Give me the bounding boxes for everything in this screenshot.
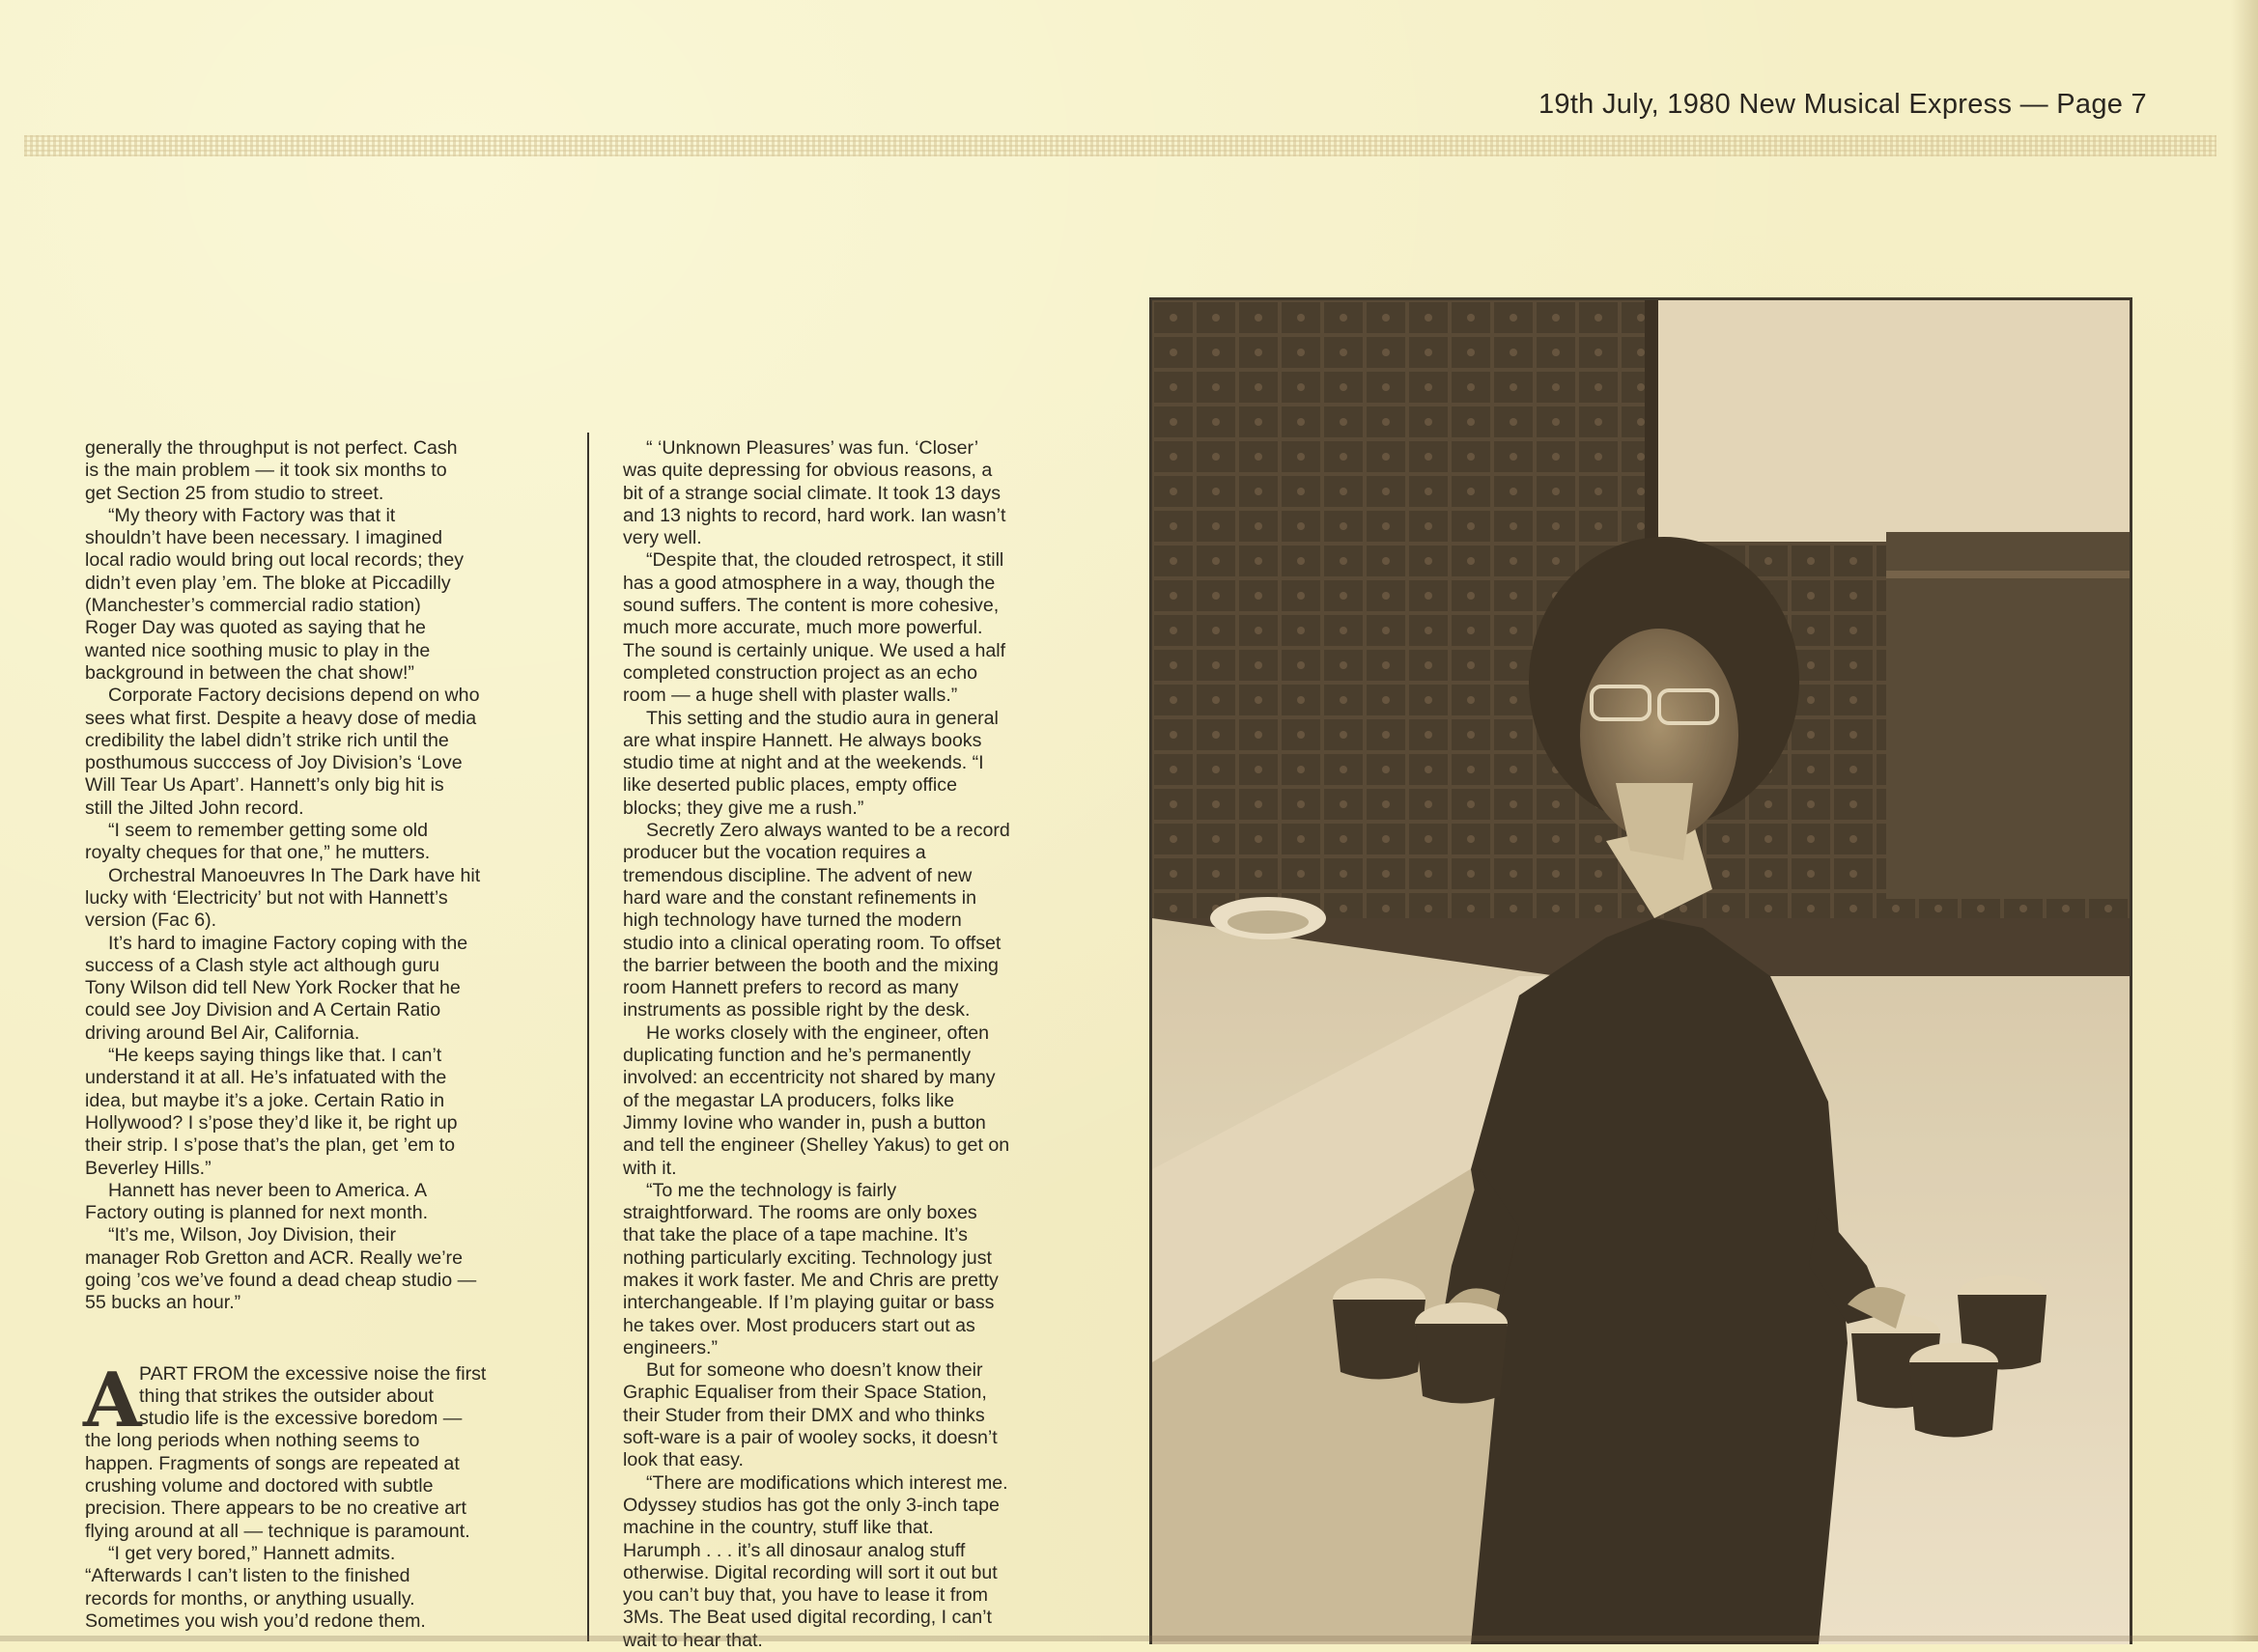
- text-line: still the Jilted John record.: [85, 797, 304, 819]
- text-line: local radio would bring out local records; they: [85, 549, 465, 572]
- text-line: much more accurate, much more powerful.: [623, 617, 983, 639]
- text-line: precision. There appears to be no creative art: [85, 1498, 467, 1520]
- text-line: like deserted public places, empty office: [623, 774, 957, 797]
- text-line: 55 bucks an hour.”: [85, 1292, 241, 1314]
- text-line: “ ‘Unknown Pleasures’ was fun. ‘Closer’: [646, 437, 979, 459]
- text-line: Roger Day was quoted as saying that he: [85, 617, 426, 639]
- dropcap-text-line: studio life is the excessive boredom —: [139, 1408, 463, 1430]
- text-line: Beverley Hills.”: [85, 1157, 212, 1179]
- text-line: “Afterwards I can’t listen to the finished: [85, 1565, 410, 1587]
- text-line: producer but the vocation requires a: [623, 842, 926, 864]
- running-head: 19th July, 1980 New Musical Express — Page 7: [1538, 89, 2147, 120]
- text-line: soft-ware is a pair of wooley socks, it doesn’t: [623, 1427, 998, 1449]
- dotted-rule: [24, 135, 2216, 156]
- text-line: manager Rob Gretton and ACR. Really we’re: [85, 1246, 463, 1269]
- column-1-continued: [85, 1430, 568, 1633]
- text-line: credibility the label didn’t strike rich until the: [85, 729, 449, 751]
- text-line: success of a Clash style act although guru: [85, 954, 440, 976]
- text-line: and tell the engineer (Shelley Yakus) to get on: [623, 1134, 1010, 1157]
- text-line: flying around at all — technique is paramount.: [85, 1520, 470, 1542]
- text-line: you can’t buy that, you have to lease it from: [623, 1584, 988, 1607]
- text-line: is the main problem — it took six months to: [85, 460, 447, 482]
- text-line: Harumph . . . it’s all dinosaur analog stuff: [623, 1539, 966, 1561]
- text-line: very well.: [623, 527, 702, 549]
- text-line: “He keeps saying things like that. I can’t: [108, 1045, 442, 1067]
- text-line: It’s hard to imagine Factory coping with the: [108, 932, 468, 954]
- text-line: engineers.”: [623, 1336, 719, 1358]
- text-line: background in between the chat show!”: [85, 661, 414, 684]
- text-line: duplicating function and he’s permanently: [623, 1045, 972, 1067]
- text-line: generally the throughput is not perfect. Cash: [85, 437, 458, 459]
- text-line: get Section 25 from studio to street.: [85, 482, 384, 504]
- text-line: Hollywood? I s’pose they’d like it, be right up: [85, 1111, 458, 1134]
- text-line: the long periods when nothing seems to: [85, 1430, 420, 1452]
- text-line: records for months, or anything usually.: [85, 1587, 415, 1610]
- text-line: blocks; they give me a rush.”: [623, 797, 864, 819]
- text-line: nothing particularly exciting. Technology just: [623, 1246, 992, 1269]
- text-line: idea, but maybe it’s a joke. Certain Ratio in: [85, 1089, 445, 1111]
- text-line: their Studer from their DMX and who thinks: [623, 1404, 985, 1426]
- text-line: “I seem to remember getting some old: [108, 820, 429, 842]
- text-line: Orchestral Manoeuvres In The Dark have hit: [108, 864, 481, 886]
- text-line: makes it work faster. Me and Chris are pretty: [623, 1269, 999, 1291]
- text-line: look that easy.: [623, 1449, 744, 1471]
- text-line: “I get very bored,” Hannett admits.: [108, 1542, 396, 1564]
- text-line: room — a huge shell with plaster walls.”: [623, 685, 958, 707]
- text-line: 3Ms. The Beat used digital recording, I can’t: [623, 1607, 992, 1629]
- text-line: Hannett has never been to America. A: [108, 1179, 428, 1201]
- text-line: high technology have turned the modern: [623, 910, 962, 932]
- page-edge-shading: [2231, 0, 2258, 1641]
- text-line: “My theory with Factory was that it: [108, 504, 396, 526]
- text-line: Secretly Zero always wanted to be a record: [646, 820, 1010, 842]
- text-line: Sometimes you wish you’d redone them.: [85, 1610, 426, 1632]
- text-line: wanted nice soothing music to play in the: [85, 639, 431, 661]
- text-line: But for someone who doesn’t know their: [646, 1359, 983, 1382]
- text-line: happen. Fragments of songs are repeated at: [85, 1452, 460, 1474]
- text-line: This setting and the studio aura in general: [646, 707, 999, 729]
- text-line: are what inspire Hannett. He always books: [623, 729, 982, 751]
- text-line: hard ware and the constant refinements in: [623, 886, 976, 909]
- text-line: (Manchester’s commercial radio station): [85, 595, 421, 617]
- text-line: understand it at all. He’s infatuated with the: [85, 1067, 447, 1089]
- dropcap-letter: A: [83, 1356, 142, 1444]
- text-line: version (Fac 6).: [85, 910, 217, 932]
- column-1-body: [85, 437, 568, 1315]
- article-photo: [1149, 297, 2132, 1644]
- text-line: Graphic Equaliser from their Space Station,: [623, 1382, 987, 1404]
- text-line: “It’s me, Wilson, Joy Division, their: [108, 1224, 396, 1246]
- text-line: could see Joy Division and A Certain Ratio: [85, 999, 441, 1022]
- text-line: lucky with ‘Electricity’ but not with Hannett’s: [85, 886, 448, 909]
- text-line: bit of a strange social climate. It took 13 days: [623, 482, 1001, 504]
- text-line: wait to hear that.: [623, 1629, 763, 1651]
- text-line: with it.: [623, 1157, 677, 1179]
- column-2-body: [623, 437, 1087, 1652]
- text-line: royalty cheques for that one,” he mutters.: [85, 842, 431, 864]
- text-line: of the megastar LA producers, folks like: [623, 1089, 955, 1111]
- text-line: involved: an eccentricity not shared by many: [623, 1067, 996, 1089]
- text-line: “There are modifications which interest me.: [646, 1471, 1008, 1494]
- text-line: machine in the country, stuff like that.: [623, 1517, 934, 1539]
- text-line: straightforward. The rooms are only boxes: [623, 1202, 977, 1224]
- text-line: otherwise. Digital recording will sort it out but: [623, 1561, 998, 1583]
- text-line: and 13 nights to record, hard work. Ian wasn’t: [623, 504, 1006, 526]
- text-line: Corporate Factory decisions depend on who: [108, 685, 480, 707]
- text-line: The sound is certainly unique. We used a half: [623, 639, 1006, 661]
- dropcap-text-line: PART FROM the excessive noise the first: [139, 1362, 487, 1385]
- section-gap: [85, 1315, 568, 1363]
- text-line: sees what first. Despite a heavy dose of media: [85, 707, 477, 729]
- text-line: He works closely with the engineer, often: [646, 1022, 990, 1044]
- article-column-1: [85, 437, 568, 1633]
- text-line: sound suffers. The content is more cohesive,: [623, 595, 1000, 617]
- text-line: tremendous discipline. The advent of new: [623, 864, 973, 886]
- text-line: going ’cos we’ve found a dead cheap studio —: [85, 1269, 477, 1291]
- text-line: completed construction project as an echo: [623, 661, 978, 684]
- dropcap-text-line: thing that strikes the outsider about: [139, 1385, 434, 1407]
- column-rule: [587, 433, 589, 1641]
- text-line: studio into a clinical operating room. To offset: [623, 932, 1002, 954]
- text-line: room Hannett prefers to record as many: [623, 977, 959, 999]
- photo-producer-with-mugs: [1152, 300, 2130, 1644]
- text-line: was quite depressing for obvious reasons, a: [623, 460, 993, 482]
- text-line: driving around Bel Air, California.: [85, 1022, 360, 1044]
- text-line: Will Tear Us Apart’. Hannett’s only big hit is: [85, 774, 444, 797]
- text-line: instruments as possible right by the desk.: [623, 999, 971, 1022]
- text-line: interchangeable. If I’m playing guitar or bass: [623, 1292, 995, 1314]
- text-line: the barrier between the booth and the mixing: [623, 954, 999, 976]
- text-line: shouldn’t have been necessary. I imagined: [85, 527, 442, 549]
- text-line: “To me the technology is fairly: [646, 1179, 897, 1201]
- text-line: Tony Wilson did tell New York Rocker that he: [85, 977, 461, 999]
- text-line: didn’t even play ’em. The bloke at Piccadilly: [85, 572, 451, 594]
- text-line: “Despite that, the clouded retrospect, it still: [646, 549, 1004, 572]
- text-line: studio time at night and at the weekends. “I: [623, 752, 984, 774]
- text-line: he takes over. Most producers start out as: [623, 1314, 975, 1336]
- text-line: their strip. I s’pose that’s the plan, get ’em to: [85, 1134, 456, 1157]
- text-line: Factory outing is planned for next month.: [85, 1202, 429, 1224]
- page-bottom-edge: [0, 1636, 2258, 1641]
- dropcap-lines: [85, 1363, 568, 1431]
- text-line: Jimmy Iovine who wander in, push a button: [623, 1111, 986, 1134]
- text-line: posthumous succcess of Joy Division’s ‘Love: [85, 752, 463, 774]
- text-line: Odyssey studios has got the only 3-inch tape: [623, 1494, 1000, 1516]
- article-column-2: [623, 437, 1087, 1652]
- text-line: has a good atmosphere in a way, though the: [623, 572, 996, 594]
- text-line: crushing volume and doctored with subtle: [85, 1475, 434, 1498]
- text-line: that take the place of a tape machine. It’s: [623, 1224, 968, 1246]
